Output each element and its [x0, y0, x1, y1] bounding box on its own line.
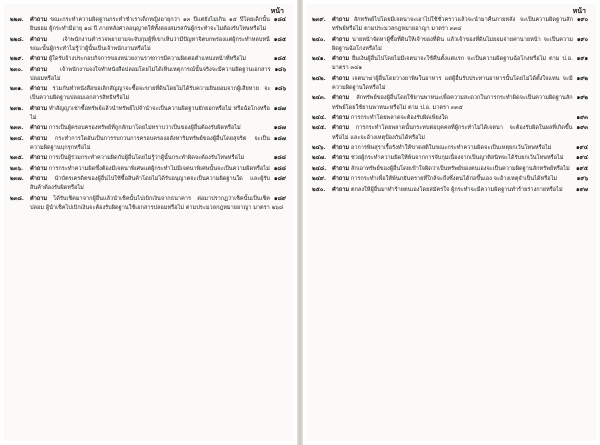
question-text-block: [30, 66, 286, 84]
question-number: ๒๔๙.: [312, 176, 326, 183]
question-entry: [312, 175, 588, 184]
question-text-block: [30, 55, 286, 64]
question-text-block: [332, 114, 588, 123]
question-number: ๒๒๗.: [10, 17, 24, 23]
question-entry: [10, 36, 286, 54]
question-keyword: คำถาม: [332, 155, 350, 162]
page-reference: ๑๘๔: [273, 17, 286, 23]
question-text: ตกลงให้ผู้อื่นมาทำร้ายตนเองโดยสมัครใจ ผู้กระทำจะมีความผิดฐานทำร้ายร่างกายหรือไม่: [350, 186, 563, 193]
question-text-block: [30, 36, 286, 54]
question-text-block: [30, 175, 286, 193]
question-text-block: [30, 165, 286, 174]
question-text: เจ้าพนักงานจงใจทำหนังสือปลอมโดยไม่ได้เห็นเหตุการณ์นั้นจริงจะมีความผิดฐานเอกสารปลอมหรือไม่: [30, 66, 271, 82]
left-page: [4, 4, 294, 441]
question-entry: [312, 154, 588, 163]
question-number: ๒๒๘.: [10, 36, 24, 43]
question-text-block: [30, 124, 286, 133]
question-text: ผู้ใดรับจ้างประกอบกิจการของหน่วยงานราชการมีความผิดต่อตำแหน่งหน้าที่หรือไม่: [48, 56, 247, 63]
question-text: อาการพิษสุราเรื้อรังทำให้ขาดสติในขณะกระทำความผิดจะเป็นเหตุยกเว้นโทษหรือไม่: [350, 144, 552, 151]
question-number: ๒๕๐.: [312, 186, 326, 193]
question-entry: [10, 165, 286, 174]
question-number: ๒๓๐.: [10, 66, 23, 73]
page-reference: ๑๙๖: [576, 176, 588, 183]
question-text-block: [332, 75, 588, 93]
question-number: ๒๓๒.: [10, 105, 24, 112]
question-text: การกระทำโดยพลาดนั้นกระทบต่อบุคคลที่ผู้กระทำไม่ได้เจตนา จะต้องรับผิดในผลที่เกิดขึ้นหรือไม่ และจะอ้างเหตุป้องกันได้หรือไม่: [332, 125, 573, 141]
question-text-block: [332, 55, 588, 73]
question-text: ลักเอาทรัพย์ของผู้อื่นโดยเข้าใจผิดว่าเป็นทรัพย์ของตนเองจะเป็นความผิดฐานลักทรัพย์หรือไม่: [350, 165, 570, 172]
question-text-block: [332, 165, 588, 174]
question-entry: [312, 16, 588, 34]
page-reference: ๑๙๕: [576, 165, 588, 172]
page-reference: ๑๙๒: [576, 75, 588, 82]
question-keyword: คำถาม: [30, 195, 48, 202]
page-reference: ๑๙๐: [576, 17, 588, 23]
question-entry: [10, 105, 286, 123]
page-reference: ๑๘๕: [273, 36, 286, 43]
question-text: เจตนาฆ่าผู้อื่นโดยวางยาพิษในอาหาร แต่ผู้อื่นรับประทานอาหารนั้นโดยไม่ได้ตั้งใจแทน จะมีความผิดฐานใดหรือไม่: [332, 75, 573, 91]
question-number: ๒๓๙.: [312, 17, 326, 23]
question-entry: [10, 175, 286, 193]
question-keyword: คำถาม: [30, 105, 48, 112]
question-text-block: [30, 135, 286, 153]
page-reference: ๑๘๗: [273, 125, 286, 132]
question-text: กระทำการใดอันเป็นการรบกวนการครอบครองอสังหาริมทรัพย์ของผู้อื่นโดยสุจริต จะเป็นความผิดฐานบุกรุกหรือไม่: [30, 135, 270, 151]
question-keyword: คำถาม: [332, 176, 350, 183]
question-keyword: คำถาม: [332, 56, 350, 63]
question-number: ๒๔๘.: [312, 165, 327, 172]
right-page: [306, 4, 596, 441]
page-reference: ๑๙๔: [576, 155, 588, 162]
page-reference: ๑๙๓: [576, 125, 588, 132]
question-text-block: [332, 186, 588, 195]
question-number: ๒๓๑.: [10, 86, 24, 93]
page-reference: ๑๙๗: [576, 186, 588, 193]
question-entry: [312, 144, 588, 153]
question-entry: [312, 55, 588, 73]
question-text: การกระทำความผิดซึ่งต้องมีเจตนาพิเศษแต่ผู้กระทำไม่มีเจตนาพิเศษนั้นจะเป็นความผิดหรือไม่: [48, 165, 270, 172]
question-keyword: คำถาม: [332, 75, 350, 82]
question-text-block: [332, 16, 588, 34]
page-column-header: หน้า: [572, 6, 586, 15]
question-text: การเป็นผู้ร่วมกระทำความผิดกับผู้อื่นโดยไม่รู้ว่าผู้นั้นกระทำผิดจะต้องรับโทษหรือไม่: [48, 155, 245, 162]
page-reference: ๑๘๘: [273, 165, 286, 172]
question-number: ๒๔๖.: [312, 144, 326, 151]
question-entry: [10, 195, 286, 213]
question-entry: [312, 114, 588, 123]
question-keyword: คำถาม: [30, 56, 48, 63]
question-entry: [10, 55, 286, 64]
question-text: นำบัตรเครดิตของผู้อื่นไปใช้ซื้อสินค้าโดยไม่ได้รับอนุญาตจะเป็นความผิดฐานใด และผู้รับสินค้าต้องรับผิดหรือไม่: [30, 176, 271, 192]
page-reference: ๑๘๖: [274, 66, 286, 73]
question-number: ๒๒๙.: [10, 56, 24, 63]
question-number: ๒๓๗.: [10, 176, 24, 183]
question-keyword: คำถาม: [30, 176, 48, 183]
question-text: ช่วยผู้กระทำความผิดให้พ้นจากการจับกุมเนื่องจากเป็นญาติสนิทจะได้รับยกเว้นโทษหรือไม่: [350, 155, 564, 162]
question-keyword: คำถาม: [332, 36, 350, 43]
question-keyword: คำถาม: [332, 144, 350, 151]
question-keyword: คำถาม: [332, 125, 350, 132]
question-text: เจ้าพนักงานตำรวจพยายามจะจับกุมผู้ที่เขาเห็นว่ามีปัญหาจิตบกพร่องแต่ผู้กระทำหลบหนี ขณะนั้นผู้กระทำไม่รู้ว่าผู้นั้นเป็นเจ้าพนักงานหรือไม่: [30, 36, 270, 52]
question-entry: [312, 75, 588, 93]
question-entry: [312, 165, 588, 174]
question-text-block: [332, 175, 588, 184]
question-keyword: คำถาม: [30, 165, 48, 172]
question-keyword: คำถาม: [30, 135, 48, 142]
page-reference: ๑๙๒: [576, 95, 588, 102]
question-text: ได้รับเช็คมาจากผู้อื่นแล้วนำเช็คนั้นไปเบิกเงินจากธนาคาร ต่อมาปรากฏว่าเช็คนั้นเป็นเช็คปลอม ผู้นำเช็คไปเบิกเงินจะต้องรับผิดฐานใช้เอกสารปลอมหรือไม่ ตามประมวลกฎหมายอาญา มาตรา ๒๖๘: [30, 195, 284, 211]
question-text: การเป็นผู้ครอบครองทรัพย์ที่ถูกลักมาโดยไม่ทราบว่าเป็นของผู้อื่นต้องรับผิดหรือไม่: [48, 125, 241, 132]
question-keyword: คำถาม: [30, 66, 48, 73]
question-entry: [10, 135, 286, 153]
question-keyword: คำถาม: [30, 155, 48, 162]
question-number: ๒๔๓.: [312, 95, 326, 102]
question-entry: [10, 66, 286, 84]
question-text: ขณะกระทำความผิดฐานกระทำชำเราเด็กหญิงอายุกว่า ๑๓ ปีแต่ยังไม่เกิน ๑๕ ปีโดยเด็กนั้นยินยอม ผู้กระทำมีอายุ ๑๘ ปี ภายหลังศาลอนุญาตให้ทั้งสองสมรสกันผู้กระทำจะไม่ต้องรับโทษหรือไม่: [30, 17, 270, 33]
page-column-header: หน้า: [270, 6, 284, 15]
question-text-block: [30, 154, 286, 163]
question-keyword: คำถาม: [30, 125, 48, 132]
question-text-block: [30, 105, 286, 123]
question-text: ลักทรัพย์ไปโดยมีเจตนาจะเอาไปใช้ชั่วคราวแล้วจะนำมาคืนภายหลัง จะเป็นความผิดฐานลักทรัพย์หรือไม่ ตามประมวลกฎหมายอาญา มาตรา ๓๓๔: [332, 17, 573, 33]
question-list: [312, 16, 588, 439]
question-text-block: [30, 16, 286, 34]
question-text-block: [332, 124, 588, 142]
question-text: ลักทรัพย์ของผู้อื่นโดยใช้ยานพาหนะเพื่อความสะดวกในการกระทำผิดจะเป็นความผิดฐานลักทรัพย์โดยใช้ยานพาหนะหรือไม่ ตาม ป.อ. มาตรา ๓๓๕: [332, 95, 573, 111]
page-reference: ๑๘๙: [274, 195, 286, 202]
question-keyword: คำถาม: [332, 95, 350, 102]
question-entry: [10, 154, 286, 163]
question-text-block: [332, 36, 588, 54]
page-reference: ๑๙๓: [576, 114, 588, 121]
question-keyword: คำถาม: [332, 186, 350, 193]
question-entry: [312, 186, 588, 195]
question-keyword: คำถาม: [332, 114, 350, 121]
question-list: [10, 16, 286, 439]
page-reference: ๑๘๕: [273, 56, 286, 63]
question-text: ร่วมกันทำหนังสือขอเลิกสัญญาจะซื้อจะขายที่ดินโดยไม่ได้รับความยินยอมจากผู้เสียหาย จะเป็นความผิดฐานปลอมเอกสารสิทธิหรือไม่: [30, 86, 271, 102]
question-text: ทำสัญญาเช่าซื้อทรัพย์แล้วนำทรัพย์ไปจำนำจะเป็นความผิดฐานยักยอกหรือไม่ หรือฉ้อโกงหรือไม่: [30, 105, 270, 121]
page-reference: ๑๘๗: [273, 135, 286, 142]
question-text-block: [332, 94, 588, 112]
question-keyword: คำถาม: [30, 17, 48, 23]
question-entry: [10, 124, 286, 133]
question-number: ๒๓๕.: [10, 155, 24, 162]
question-entry: [312, 94, 588, 112]
question-keyword: คำถาม: [332, 17, 350, 23]
question-entry: [10, 16, 286, 34]
question-entry: [312, 36, 588, 54]
question-number: ๒๓๘.: [10, 195, 24, 202]
question-number: ๒๓๔.: [10, 135, 24, 142]
page-reference: ๑๘๗: [273, 105, 286, 112]
question-text: นายหน้าจัดหาผู้ซื้อที่ดินให้เจ้าของที่ดิน แล้วเจ้าของที่ดินไม่ยอมจ่ายค่านายหน้า จะเป็นความผิดฐานฉ้อโกงหรือไม่: [332, 36, 573, 52]
question-keyword: คำถาม: [30, 36, 48, 43]
page-reference: ๑๘๖: [274, 86, 286, 93]
question-number: ๒๔๔.: [312, 114, 327, 121]
question-number: ๒๔๗.: [312, 155, 327, 162]
question-text-block: [30, 195, 286, 213]
question-entry: [312, 124, 588, 142]
book-gutter: [297, 0, 303, 445]
question-text-block: [332, 144, 588, 153]
question-number: ๒๓๖.: [10, 165, 24, 172]
question-number: ๒๔๑.: [312, 56, 326, 63]
page-reference: ๑๙๐: [576, 36, 588, 43]
question-text: การกระทำเพื่อให้พ้นภยันตรายที่ใกล้จะถึงซึ่งตนได้ก่อขึ้นเอง จะอ้างเหตุจำเป็นได้หรือไม่: [350, 176, 558, 183]
question-text: ยืมเงินผู้อื่นไปโดยไม่มีเจตนาจะใช้คืนตั้งแต่แรก จะเป็นความผิดฐานฉ้อโกงหรือไม่ ตาม ป.อ. มาตรา ๓๔๑: [332, 56, 573, 72]
question-text-block: [30, 85, 286, 103]
question-keyword: คำถาม: [30, 86, 48, 93]
page-reference: ๑๘๘: [273, 155, 286, 162]
question-number: ๒๔๕.: [312, 125, 327, 132]
question-number: ๒๔๐.: [312, 36, 326, 43]
question-entry: [10, 85, 286, 103]
page-reference: ๑๙๑: [576, 56, 588, 63]
question-number: ๒๓๓.: [10, 125, 24, 132]
question-number: ๒๔๒.: [312, 75, 326, 82]
question-text-block: [332, 154, 588, 163]
page-reference: ๑๙๔: [576, 144, 588, 151]
question-keyword: คำถาม: [332, 165, 350, 172]
page-reference: ๑๘๙: [274, 176, 286, 183]
question-text: การกระทำโดยพลาดจะต้องรับผิดเพียงใด: [350, 114, 448, 121]
